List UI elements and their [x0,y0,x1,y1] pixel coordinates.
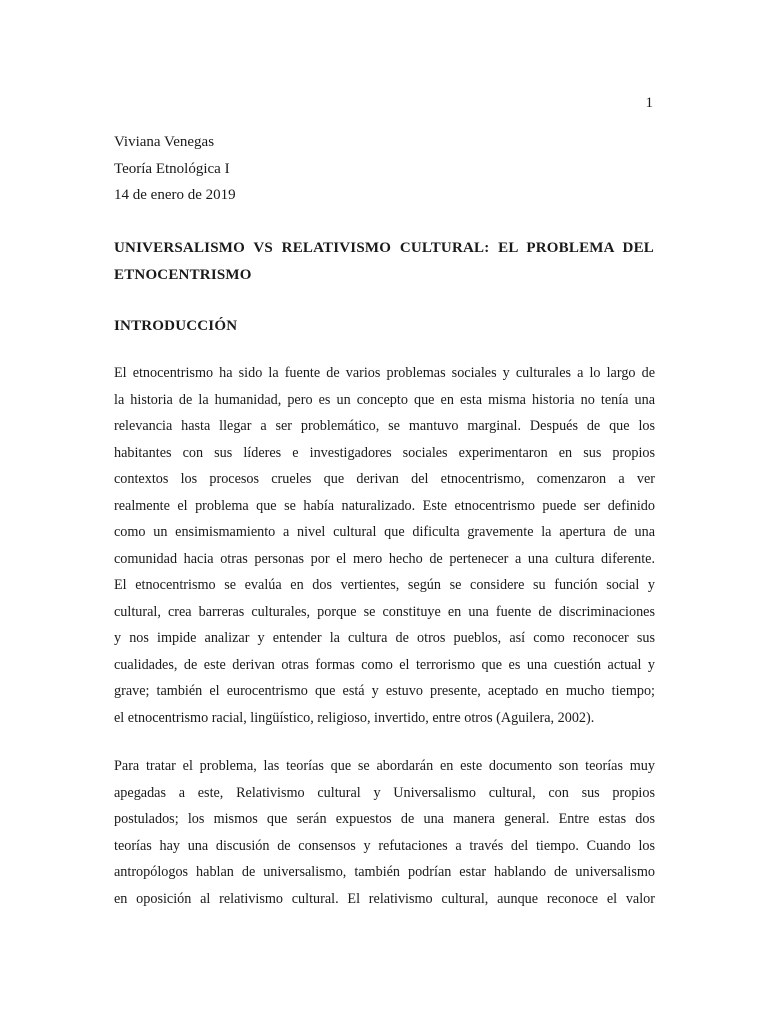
document-date: 14 de enero de 2019 [114,187,236,203]
paragraph-line: El etnocentrismo ha sido la fuente de varios problemas sociales y culturales a lo largo de [114,365,655,381]
paragraph-line: comunidad hacia otras personas por el mero hecho de pertenecer a una cultura diferente. [114,550,655,567]
paragraph-line: y nos impide analizar y entender la cultura de otros pueblos, así como reconocer sus [114,630,655,646]
paragraph-line: antropólogos hablan de universalismo, también podrían estar hablando de universalismo [114,864,655,880]
author-name: Viviana Venegas [114,134,215,150]
document-header [114,129,654,209]
paragraph-line: contextos los procesos crueles que derivan del etnocentrismo, comenzaron a ver [114,471,655,487]
paragraph-line: habitantes con sus líderes e investigadores sociales experimentaron en sus propios [114,444,655,461]
title-line: ETNOCENTRISMO [114,266,252,283]
paragraph-line: cultural, crea barreras culturales, porque se constituye en una fuente de discriminaciones [114,603,655,620]
course-name: Teoría Etnológica I [114,160,230,177]
paragraph-line: grave; también el eurocentrismo que está y estuvo presente, aceptado en mucho tiempo; [114,683,655,699]
paragraph-line: teorías hay una discusión de consensos y refutaciones a través del tiempo. Cuando los [114,837,655,854]
paragraph-line: cualidades, de este derivan otras formas como el terrorismo que es una cuestión actual y [114,656,655,673]
paragraph-line: apegadas a este, Relativismo cultural y Universalismo cultural, con sus propios [114,784,655,801]
document-title [114,235,654,288]
paragraph-line: en oposición al relativismo cultural. El relativismo cultural, aunque reconoce el valor [114,890,655,907]
paragraph-line: relevancia hasta llegar a ser problemático, se mantuvo marginal. Después de que los [114,418,655,434]
paragraph-line: realmente el problema que se había naturalizado. Este etnocentrismo puede ser definido [114,497,655,514]
paragraph-line: El etnocentrismo se evalúa en dos vertientes, según se considere su función social y [114,577,655,593]
page-number: 1 [645,95,653,111]
body-paragraph [114,753,655,912]
title-line: UNIVERSALISMO VS RELATIVISMO CULTURAL: EL PROBLEMA DEL [114,240,654,256]
paragraph-line: la historia de la humanidad, pero es un concepto que en esta misma historia no tenía una [114,391,655,408]
paragraph-line: postulados; los mismos que serán expuestos de una manera general. Entre estas dos [114,811,655,827]
body-paragraph [114,360,655,731]
paragraph-line: Para tratar el problema, las teorías que se abordarán en este documento son teorías muy [114,758,655,774]
section-heading-introduccion: INTRODUCCIÓN [114,318,238,334]
paragraph-line: el etnocentrismo racial, lingüístico, religioso, invertido, entre otros (Aguilera, 2002). [114,709,595,726]
paragraph-line: como un ensimismamiento a nivel cultural que dificulta gravemente la apertura de una [114,524,655,540]
